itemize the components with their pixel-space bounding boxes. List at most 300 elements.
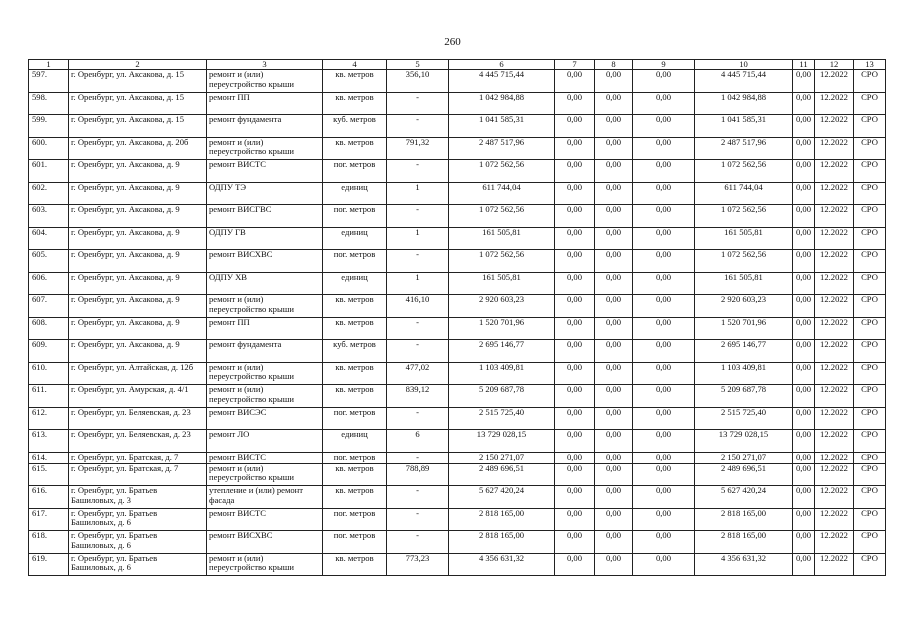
table-row bbox=[29, 295, 886, 318]
method-cell: СРО bbox=[854, 250, 886, 273]
unit-cell: кв. метров bbox=[323, 70, 387, 93]
col11-cell: 0,00 bbox=[793, 362, 815, 385]
row-number: 604. bbox=[29, 227, 69, 250]
method-cell: СРО bbox=[854, 362, 886, 385]
col8-cell: 0,00 bbox=[595, 407, 633, 430]
method-cell: СРО bbox=[854, 531, 886, 554]
quantity-cell: - bbox=[387, 317, 449, 340]
col7-cell: 0,00 bbox=[555, 182, 595, 205]
deadline-cell: 12.2022 bbox=[815, 137, 854, 160]
col11-cell: 0,00 bbox=[793, 553, 815, 576]
col9-cell: 0,00 bbox=[633, 250, 695, 273]
table-body bbox=[29, 70, 886, 576]
col7-cell: 0,00 bbox=[555, 340, 595, 363]
address-cell: г. Оренбург, ул. Аксакова, д. 9 bbox=[69, 250, 207, 273]
quantity-cell: - bbox=[387, 452, 449, 463]
work-type-cell: ОДПУ ХВ bbox=[207, 272, 323, 295]
unit-cell: кв. метров bbox=[323, 553, 387, 576]
work-type-cell: ремонт ВИСТС bbox=[207, 452, 323, 463]
total-cost-cell: 1 042 984,88 bbox=[449, 92, 555, 115]
col9-cell: 0,00 bbox=[633, 430, 695, 453]
col9-cell: 0,00 bbox=[633, 508, 695, 531]
row-number: 617. bbox=[29, 508, 69, 531]
address-cell: г. Оренбург, ул. Аксакова, д. 15 bbox=[69, 115, 207, 138]
address-cell: г. Оренбург, ул. Братьев Башиловых, д. 6 bbox=[69, 553, 207, 576]
address-cell: г. Оренбург, ул. Братская, д. 7 bbox=[69, 463, 207, 486]
deadline-cell: 12.2022 bbox=[815, 250, 854, 273]
deadline-cell: 12.2022 bbox=[815, 182, 854, 205]
col9-cell: 0,00 bbox=[633, 463, 695, 486]
total-cost-cell: 1 072 562,56 bbox=[449, 160, 555, 183]
col11-cell: 0,00 bbox=[793, 205, 815, 228]
total-cost-cell: 4 356 631,32 bbox=[449, 553, 555, 576]
col11-cell: 0,00 bbox=[793, 486, 815, 509]
col10-cell: 2 150 271,07 bbox=[695, 452, 793, 463]
row-number: 614. bbox=[29, 452, 69, 463]
col7-cell: 0,00 bbox=[555, 295, 595, 318]
table-row bbox=[29, 70, 886, 93]
method-cell: СРО bbox=[854, 160, 886, 183]
method-cell: СРО bbox=[854, 227, 886, 250]
col9-cell: 0,00 bbox=[633, 70, 695, 93]
total-cost-cell: 2 818 165,00 bbox=[449, 531, 555, 554]
col9-cell: 0,00 bbox=[633, 317, 695, 340]
address-cell: г. Оренбург, ул. Братьев Башиловых, д. 6 bbox=[69, 508, 207, 531]
deadline-cell: 12.2022 bbox=[815, 227, 854, 250]
method-cell: СРО bbox=[854, 385, 886, 408]
table-row bbox=[29, 92, 886, 115]
table-row bbox=[29, 531, 886, 554]
col10-cell: 1 520 701,96 bbox=[695, 317, 793, 340]
col11-cell: 0,00 bbox=[793, 531, 815, 554]
work-type-cell: утепление и (или) ремонт фасада bbox=[207, 486, 323, 509]
address-cell: г. Оренбург, ул. Аксакова, д. 9 bbox=[69, 340, 207, 363]
work-type-cell: ремонт ВИСГВС bbox=[207, 205, 323, 228]
row-number: 607. bbox=[29, 295, 69, 318]
col10-cell: 2 818 165,00 bbox=[695, 531, 793, 554]
col7-cell: 0,00 bbox=[555, 250, 595, 273]
col8-cell: 0,00 bbox=[595, 182, 633, 205]
work-type-cell: ремонт и (или) переустройство крыши bbox=[207, 137, 323, 160]
deadline-cell: 12.2022 bbox=[815, 452, 854, 463]
col11-cell: 0,00 bbox=[793, 508, 815, 531]
table-row bbox=[29, 340, 886, 363]
row-number: 616. bbox=[29, 486, 69, 509]
method-cell: СРО bbox=[854, 508, 886, 531]
col10-cell: 1 072 562,56 bbox=[695, 250, 793, 273]
quantity-cell: 356,10 bbox=[387, 70, 449, 93]
method-cell: СРО bbox=[854, 182, 886, 205]
row-number: 608. bbox=[29, 317, 69, 340]
col9-cell: 0,00 bbox=[633, 227, 695, 250]
column-header-13: 13 bbox=[854, 60, 886, 70]
work-type-cell: ремонт ВИСТС bbox=[207, 508, 323, 531]
work-type-cell: ремонт ВИСТС bbox=[207, 160, 323, 183]
col9-cell: 0,00 bbox=[633, 407, 695, 430]
column-header-2: 2 bbox=[69, 60, 207, 70]
deadline-cell: 12.2022 bbox=[815, 205, 854, 228]
address-cell: г. Оренбург, ул. Аксакова, д. 9 bbox=[69, 317, 207, 340]
col7-cell: 0,00 bbox=[555, 70, 595, 93]
table-row bbox=[29, 385, 886, 408]
column-header-3: 3 bbox=[207, 60, 323, 70]
col8-cell: 0,00 bbox=[595, 205, 633, 228]
unit-cell: кв. метров bbox=[323, 317, 387, 340]
deadline-cell: 12.2022 bbox=[815, 92, 854, 115]
table-row bbox=[29, 486, 886, 509]
method-cell: СРО bbox=[854, 553, 886, 576]
column-header-9: 9 bbox=[633, 60, 695, 70]
column-header-12: 12 bbox=[815, 60, 854, 70]
col8-cell: 0,00 bbox=[595, 317, 633, 340]
table-row bbox=[29, 430, 886, 453]
col11-cell: 0,00 bbox=[793, 70, 815, 93]
deadline-cell: 12.2022 bbox=[815, 407, 854, 430]
col8-cell: 0,00 bbox=[595, 531, 633, 554]
method-cell: СРО bbox=[854, 137, 886, 160]
quantity-cell: 416,10 bbox=[387, 295, 449, 318]
total-cost-cell: 611 744,04 bbox=[449, 182, 555, 205]
col9-cell: 0,00 bbox=[633, 115, 695, 138]
column-header-6: 6 bbox=[449, 60, 555, 70]
quantity-cell: - bbox=[387, 340, 449, 363]
address-cell: г. Оренбург, ул. Братьев Башиловых, д. 3 bbox=[69, 486, 207, 509]
work-type-cell: ремонт ВИСХВС bbox=[207, 250, 323, 273]
row-number: 611. bbox=[29, 385, 69, 408]
quantity-cell: 773,23 bbox=[387, 553, 449, 576]
col10-cell: 1 041 585,31 bbox=[695, 115, 793, 138]
deadline-cell: 12.2022 bbox=[815, 272, 854, 295]
deadline-cell: 12.2022 bbox=[815, 385, 854, 408]
col11-cell: 0,00 bbox=[793, 452, 815, 463]
col11-cell: 0,00 bbox=[793, 430, 815, 453]
unit-cell: кв. метров bbox=[323, 385, 387, 408]
col9-cell: 0,00 bbox=[633, 531, 695, 554]
work-type-cell: ОДПУ ГВ bbox=[207, 227, 323, 250]
deadline-cell: 12.2022 bbox=[815, 553, 854, 576]
address-cell: г. Оренбург, ул. Аксакова, д. 9 bbox=[69, 182, 207, 205]
method-cell: СРО bbox=[854, 205, 886, 228]
unit-cell: кв. метров bbox=[323, 92, 387, 115]
unit-cell: кв. метров bbox=[323, 137, 387, 160]
col8-cell: 0,00 bbox=[595, 486, 633, 509]
work-type-cell: ремонт и (или) переустройство крыши bbox=[207, 463, 323, 486]
unit-cell: единиц bbox=[323, 430, 387, 453]
method-cell: СРО bbox=[854, 407, 886, 430]
address-cell: г. Оренбург, ул. Аксакова, д. 15 bbox=[69, 92, 207, 115]
work-type-cell: ремонт и (или) переустройство крыши bbox=[207, 295, 323, 318]
row-number: 603. bbox=[29, 205, 69, 228]
quantity-cell: 1 bbox=[387, 272, 449, 295]
work-type-cell: ремонт и (или) переустройство крыши bbox=[207, 362, 323, 385]
col11-cell: 0,00 bbox=[793, 250, 815, 273]
col10-cell: 161 505,81 bbox=[695, 227, 793, 250]
quantity-cell: - bbox=[387, 250, 449, 273]
col7-cell: 0,00 bbox=[555, 227, 595, 250]
deadline-cell: 12.2022 bbox=[815, 430, 854, 453]
col7-cell: 0,00 bbox=[555, 385, 595, 408]
unit-cell: единиц bbox=[323, 182, 387, 205]
col8-cell: 0,00 bbox=[595, 250, 633, 273]
col7-cell: 0,00 bbox=[555, 486, 595, 509]
col8-cell: 0,00 bbox=[595, 362, 633, 385]
col8-cell: 0,00 bbox=[595, 553, 633, 576]
table-row bbox=[29, 137, 886, 160]
deadline-cell: 12.2022 bbox=[815, 508, 854, 531]
table-row bbox=[29, 250, 886, 273]
col8-cell: 0,00 bbox=[595, 160, 633, 183]
table-row bbox=[29, 463, 886, 486]
quantity-cell: - bbox=[387, 486, 449, 509]
row-number: 599. bbox=[29, 115, 69, 138]
col8-cell: 0,00 bbox=[595, 430, 633, 453]
address-cell: г. Оренбург, ул. Беляевская, д. 23 bbox=[69, 407, 207, 430]
table-row bbox=[29, 160, 886, 183]
work-type-cell: ремонт фундамента bbox=[207, 115, 323, 138]
address-cell: г. Оренбург, ул. Аксакова, д. 15 bbox=[69, 70, 207, 93]
total-cost-cell: 13 729 028,15 bbox=[449, 430, 555, 453]
row-number: 615. bbox=[29, 463, 69, 486]
quantity-cell: 791,32 bbox=[387, 137, 449, 160]
total-cost-cell: 5 209 687,78 bbox=[449, 385, 555, 408]
col10-cell: 2 695 146,77 bbox=[695, 340, 793, 363]
row-number: 598. bbox=[29, 92, 69, 115]
col10-cell: 1 072 562,56 bbox=[695, 205, 793, 228]
col10-cell: 1 042 984,88 bbox=[695, 92, 793, 115]
quantity-cell: 6 bbox=[387, 430, 449, 453]
col9-cell: 0,00 bbox=[633, 137, 695, 160]
table-row bbox=[29, 508, 886, 531]
work-type-cell: ремонт и (или) переустройство крыши bbox=[207, 553, 323, 576]
row-number: 600. bbox=[29, 137, 69, 160]
col8-cell: 0,00 bbox=[595, 452, 633, 463]
col9-cell: 0,00 bbox=[633, 452, 695, 463]
col11-cell: 0,00 bbox=[793, 463, 815, 486]
col8-cell: 0,00 bbox=[595, 340, 633, 363]
col9-cell: 0,00 bbox=[633, 486, 695, 509]
column-header-7: 7 bbox=[555, 60, 595, 70]
deadline-cell: 12.2022 bbox=[815, 160, 854, 183]
col7-cell: 0,00 bbox=[555, 531, 595, 554]
quantity-cell: - bbox=[387, 92, 449, 115]
quantity-cell: 1 bbox=[387, 227, 449, 250]
row-number: 606. bbox=[29, 272, 69, 295]
col7-cell: 0,00 bbox=[555, 160, 595, 183]
table-row bbox=[29, 272, 886, 295]
total-cost-cell: 2 515 725,40 bbox=[449, 407, 555, 430]
unit-cell: кв. метров bbox=[323, 362, 387, 385]
unit-cell: пог. метров bbox=[323, 407, 387, 430]
row-number: 618. bbox=[29, 531, 69, 554]
col8-cell: 0,00 bbox=[595, 385, 633, 408]
unit-cell: единиц bbox=[323, 227, 387, 250]
col9-cell: 0,00 bbox=[633, 272, 695, 295]
col9-cell: 0,00 bbox=[633, 182, 695, 205]
col7-cell: 0,00 bbox=[555, 463, 595, 486]
col7-cell: 0,00 bbox=[555, 553, 595, 576]
quantity-cell: - bbox=[387, 160, 449, 183]
col8-cell: 0,00 bbox=[595, 227, 633, 250]
col11-cell: 0,00 bbox=[793, 407, 815, 430]
col11-cell: 0,00 bbox=[793, 92, 815, 115]
col7-cell: 0,00 bbox=[555, 92, 595, 115]
page-number: 260 bbox=[444, 36, 461, 48]
col8-cell: 0,00 bbox=[595, 508, 633, 531]
col7-cell: 0,00 bbox=[555, 362, 595, 385]
row-number: 612. bbox=[29, 407, 69, 430]
col11-cell: 0,00 bbox=[793, 115, 815, 138]
table-row bbox=[29, 182, 886, 205]
col11-cell: 0,00 bbox=[793, 317, 815, 340]
col7-cell: 0,00 bbox=[555, 317, 595, 340]
col8-cell: 0,00 bbox=[595, 137, 633, 160]
col11-cell: 0,00 bbox=[793, 385, 815, 408]
table-row bbox=[29, 317, 886, 340]
total-cost-cell: 1 072 562,56 bbox=[449, 205, 555, 228]
deadline-cell: 12.2022 bbox=[815, 486, 854, 509]
method-cell: СРО bbox=[854, 486, 886, 509]
work-type-cell: ОДПУ ТЭ bbox=[207, 182, 323, 205]
quantity-cell: - bbox=[387, 508, 449, 531]
method-cell: СРО bbox=[854, 295, 886, 318]
method-cell: СРО bbox=[854, 272, 886, 295]
total-cost-cell: 2 818 165,00 bbox=[449, 508, 555, 531]
deadline-cell: 12.2022 bbox=[815, 463, 854, 486]
work-type-cell: ремонт и (или) переустройство крыши bbox=[207, 70, 323, 93]
col7-cell: 0,00 bbox=[555, 115, 595, 138]
deadline-cell: 12.2022 bbox=[815, 340, 854, 363]
unit-cell: единиц bbox=[323, 272, 387, 295]
method-cell: СРО bbox=[854, 463, 886, 486]
row-number: 619. bbox=[29, 553, 69, 576]
address-cell: г. Оренбург, ул. Аксакова, д. 20б bbox=[69, 137, 207, 160]
work-type-cell: ремонт ЛО bbox=[207, 430, 323, 453]
col7-cell: 0,00 bbox=[555, 272, 595, 295]
method-cell: СРО bbox=[854, 430, 886, 453]
total-cost-cell: 2 920 603,23 bbox=[449, 295, 555, 318]
unit-cell: пог. метров bbox=[323, 250, 387, 273]
col9-cell: 0,00 bbox=[633, 340, 695, 363]
total-cost-cell: 1 103 409,81 bbox=[449, 362, 555, 385]
quantity-cell: 839,12 bbox=[387, 385, 449, 408]
unit-cell: кв. метров bbox=[323, 463, 387, 486]
col9-cell: 0,00 bbox=[633, 205, 695, 228]
col11-cell: 0,00 bbox=[793, 295, 815, 318]
work-type-cell: ремонт ПП bbox=[207, 317, 323, 340]
method-cell: СРО bbox=[854, 340, 886, 363]
col9-cell: 0,00 bbox=[633, 362, 695, 385]
row-number: 609. bbox=[29, 340, 69, 363]
col7-cell: 0,00 bbox=[555, 430, 595, 453]
col10-cell: 1 103 409,81 bbox=[695, 362, 793, 385]
address-cell: г. Оренбург, ул. Аксакова, д. 9 bbox=[69, 227, 207, 250]
quantity-cell: - bbox=[387, 407, 449, 430]
column-header-1: 1 bbox=[29, 60, 69, 70]
table-row bbox=[29, 227, 886, 250]
col10-cell: 13 729 028,15 bbox=[695, 430, 793, 453]
total-cost-cell: 4 445 715,44 bbox=[449, 70, 555, 93]
unit-cell: куб. метров bbox=[323, 340, 387, 363]
col9-cell: 0,00 bbox=[633, 385, 695, 408]
work-type-cell: ремонт фундамента bbox=[207, 340, 323, 363]
quantity-cell: 1 bbox=[387, 182, 449, 205]
col7-cell: 0,00 bbox=[555, 205, 595, 228]
unit-cell: кв. метров bbox=[323, 295, 387, 318]
col8-cell: 0,00 bbox=[595, 115, 633, 138]
table-row bbox=[29, 205, 886, 228]
address-cell: г. Оренбург, ул. Амурская, д. 4/1 bbox=[69, 385, 207, 408]
deadline-cell: 12.2022 bbox=[815, 115, 854, 138]
address-cell: г. Оренбург, ул. Братьев Башиловых, д. 6 bbox=[69, 531, 207, 554]
row-number: 601. bbox=[29, 160, 69, 183]
total-cost-cell: 2 150 271,07 bbox=[449, 452, 555, 463]
deadline-cell: 12.2022 bbox=[815, 531, 854, 554]
table-row bbox=[29, 362, 886, 385]
total-cost-cell: 161 505,81 bbox=[449, 272, 555, 295]
col10-cell: 2 515 725,40 bbox=[695, 407, 793, 430]
method-cell: СРО bbox=[854, 70, 886, 93]
total-cost-cell: 1 041 585,31 bbox=[449, 115, 555, 138]
address-cell: г. Оренбург, ул. Алтайская, д. 12б bbox=[69, 362, 207, 385]
unit-cell: пог. метров bbox=[323, 531, 387, 554]
table-row bbox=[29, 553, 886, 576]
col10-cell: 2 818 165,00 bbox=[695, 508, 793, 531]
method-cell: СРО bbox=[854, 92, 886, 115]
address-cell: г. Оренбург, ул. Аксакова, д. 9 bbox=[69, 160, 207, 183]
deadline-cell: 12.2022 bbox=[815, 362, 854, 385]
deadline-cell: 12.2022 bbox=[815, 70, 854, 93]
total-cost-cell: 2 487 517,96 bbox=[449, 137, 555, 160]
header-row bbox=[29, 60, 886, 70]
address-cell: г. Оренбург, ул. Аксакова, д. 9 bbox=[69, 205, 207, 228]
col10-cell: 611 744,04 bbox=[695, 182, 793, 205]
unit-cell: пог. метров bbox=[323, 160, 387, 183]
address-cell: г. Оренбург, ул. Беляевская, д. 23 bbox=[69, 430, 207, 453]
repair-schedule-table bbox=[28, 59, 886, 576]
quantity-cell: - bbox=[387, 115, 449, 138]
table-row bbox=[29, 115, 886, 138]
quantity-cell: - bbox=[387, 531, 449, 554]
col9-cell: 0,00 bbox=[633, 553, 695, 576]
column-header-11: 11 bbox=[793, 60, 815, 70]
work-type-cell: ремонт ПП bbox=[207, 92, 323, 115]
col10-cell: 2 920 603,23 bbox=[695, 295, 793, 318]
row-number: 602. bbox=[29, 182, 69, 205]
quantity-cell: - bbox=[387, 205, 449, 228]
method-cell: СРО bbox=[854, 115, 886, 138]
row-number: 613. bbox=[29, 430, 69, 453]
col11-cell: 0,00 bbox=[793, 272, 815, 295]
quantity-cell: 788,89 bbox=[387, 463, 449, 486]
col11-cell: 0,00 bbox=[793, 227, 815, 250]
row-number: 605. bbox=[29, 250, 69, 273]
unit-cell: куб. метров bbox=[323, 115, 387, 138]
col11-cell: 0,00 bbox=[793, 160, 815, 183]
col9-cell: 0,00 bbox=[633, 160, 695, 183]
col8-cell: 0,00 bbox=[595, 295, 633, 318]
column-header-10: 10 bbox=[695, 60, 793, 70]
method-cell: СРО bbox=[854, 452, 886, 463]
column-header-8: 8 bbox=[595, 60, 633, 70]
deadline-cell: 12.2022 bbox=[815, 317, 854, 340]
col11-cell: 0,00 bbox=[793, 182, 815, 205]
work-type-cell: ремонт и (или) переустройство крыши bbox=[207, 385, 323, 408]
col10-cell: 2 487 517,96 bbox=[695, 137, 793, 160]
col8-cell: 0,00 bbox=[595, 272, 633, 295]
col10-cell: 4 445 715,44 bbox=[695, 70, 793, 93]
total-cost-cell: 1 520 701,96 bbox=[449, 317, 555, 340]
unit-cell: пог. метров bbox=[323, 508, 387, 531]
